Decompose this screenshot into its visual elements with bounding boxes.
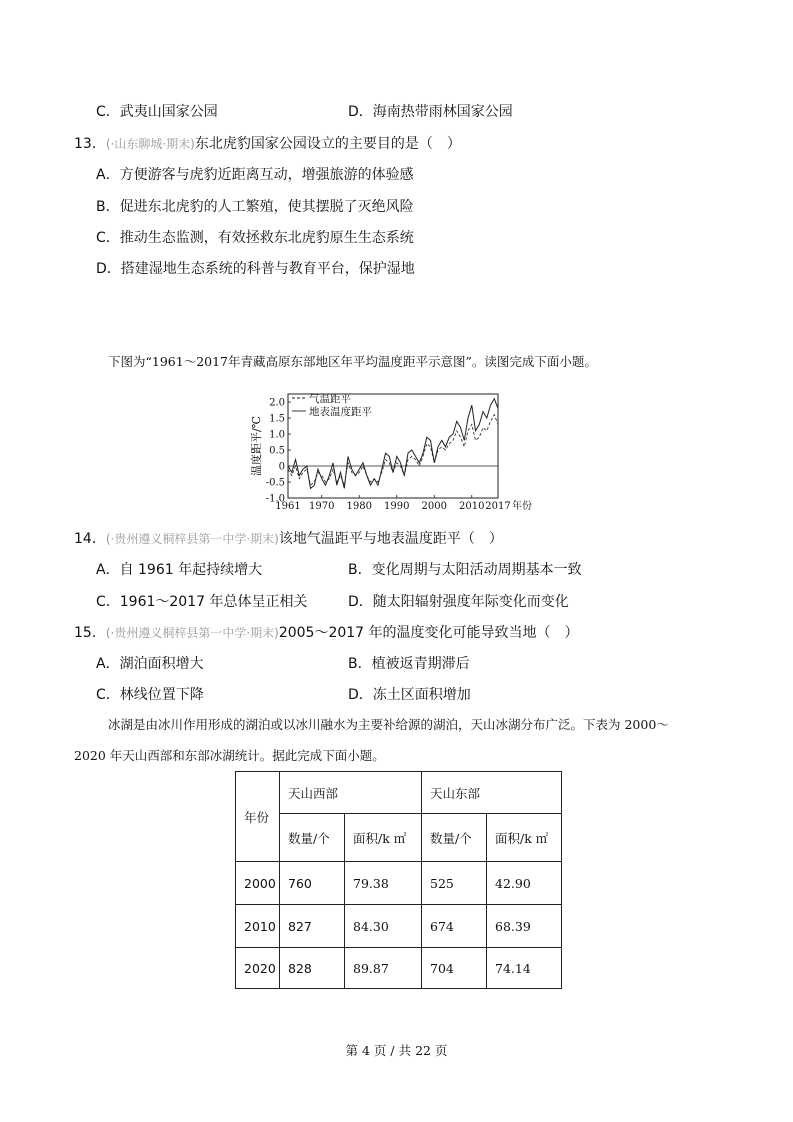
temperature-anomaly-chart xyxy=(250,388,550,512)
question-source: (·贵州遵义桐梓县第一中学·期末) xyxy=(105,626,279,640)
x-tick-label: 2010 xyxy=(459,501,485,512)
question-number: 13． xyxy=(74,136,106,152)
west-area-header: 面积/k ㎡ xyxy=(345,814,422,862)
q14-option-b: B．变化周期与太阳活动周期基本一致 xyxy=(348,562,582,578)
x-tick-label: 1970 xyxy=(309,501,335,512)
table-row: 2000 760 79.38 525 42.90 xyxy=(236,862,562,905)
y-tick-label: 2.0 xyxy=(269,397,285,409)
q13-option-d: D．搭建湿地生态系统的科普与教育平台，保护湿地 xyxy=(96,261,415,277)
page-footer: 第 4 页 / 共 22 页 xyxy=(345,1043,448,1058)
q13-option-b: B．促进东北虎豹的人工繁殖，使其摆脱了灭绝风险 xyxy=(96,199,414,215)
q12-option-c: C．武夷山国家公园 xyxy=(96,104,218,120)
y-tick-label: 0.5 xyxy=(269,445,285,457)
x-axis-label: 年份 xyxy=(512,501,532,512)
question-stem: 2005～2017 年的温度变化可能导致当地（ ） xyxy=(278,625,579,641)
legend-label: 气温距平 xyxy=(309,393,351,405)
q13-option-a: A．方便游客与虎豹近距离互动，增强旅游的体验感 xyxy=(96,167,414,183)
question-number: 15． xyxy=(74,625,106,641)
y-tick-label: 1.0 xyxy=(269,429,285,441)
question-number: 14． xyxy=(74,531,106,547)
glacial-lake-table xyxy=(235,771,562,989)
table-row: 2010 827 84.30 674 68.39 xyxy=(236,905,562,948)
x-tick-label: 1980 xyxy=(346,501,372,512)
y-tick-label: 1.5 xyxy=(269,413,285,425)
x-tick-label: 2000 xyxy=(421,501,447,512)
west-count-header: 数量/个 xyxy=(280,814,345,862)
x-tick-label: 1961 xyxy=(275,501,301,512)
question-source: (·贵州遵义桐梓县第一中学·期末) xyxy=(105,532,279,546)
east-area-header: 面积/k ㎡ xyxy=(487,814,562,862)
q15-option-b: B．植被返青期滞后 xyxy=(348,656,470,672)
legend-label: 地表温度距平 xyxy=(309,406,372,418)
x-tick-label: 2017 xyxy=(485,501,511,512)
question-stem: 该地气温距平与地表温度距平（ ） xyxy=(278,531,503,547)
q13-option-c: C．推动生态监测，有效拯救东北虎豹原生生态系统 xyxy=(96,230,414,246)
q15-option-d: D．冻土区面积增加 xyxy=(348,687,471,703)
west-header: 天山西部 xyxy=(280,772,422,814)
q15-option-a: A．湖泊面积增大 xyxy=(96,656,204,672)
chart-intro: 下图为“1961～2017年青藏高原东部地区年平均温度距平示意图”。读图完成下面小题。 xyxy=(108,354,597,369)
east-header: 天山东部 xyxy=(422,772,562,814)
chart-ylabel: 温度距平/℃ xyxy=(250,415,263,477)
y-tick-label: -0.5 xyxy=(265,477,285,489)
table-intro-line2: 2020 年天山西部和东部冰湖统计。据此完成下面小题。 xyxy=(74,748,385,763)
q15-option-c: C．林线位置下降 xyxy=(96,687,204,703)
year-header: 年份 xyxy=(236,772,280,862)
question-14 xyxy=(74,528,503,548)
question-source: (·山东聊城·期末) xyxy=(105,137,195,151)
question-stem: 东北虎豹国家公园设立的主要目的是（ ） xyxy=(194,136,461,152)
question-15 xyxy=(74,622,579,642)
y-tick-label: -1.0 xyxy=(265,493,285,505)
y-tick-label: 0 xyxy=(278,461,285,473)
table-row: 2020 828 89.87 704 74.14 xyxy=(236,948,562,989)
x-tick-label: 1990 xyxy=(384,501,410,512)
question-13 xyxy=(74,133,461,153)
q12-option-d: D．海南热带雨林国家公园 xyxy=(348,104,513,120)
east-count-header: 数量/个 xyxy=(422,814,487,862)
q14-option-d: D．随太阳辐射强度年际变化而变化 xyxy=(348,594,569,610)
table-intro-line1: 冰湖是由冰川作用形成的湖泊或以冰川融水为主要补给源的湖泊，天山冰湖分布广泛。下表为 2000～ xyxy=(108,717,669,732)
q14-option-a: A．自 1961 年起持续增大 xyxy=(96,562,263,578)
q14-option-c: C．1961～2017 年总体呈正相关 xyxy=(96,594,308,610)
